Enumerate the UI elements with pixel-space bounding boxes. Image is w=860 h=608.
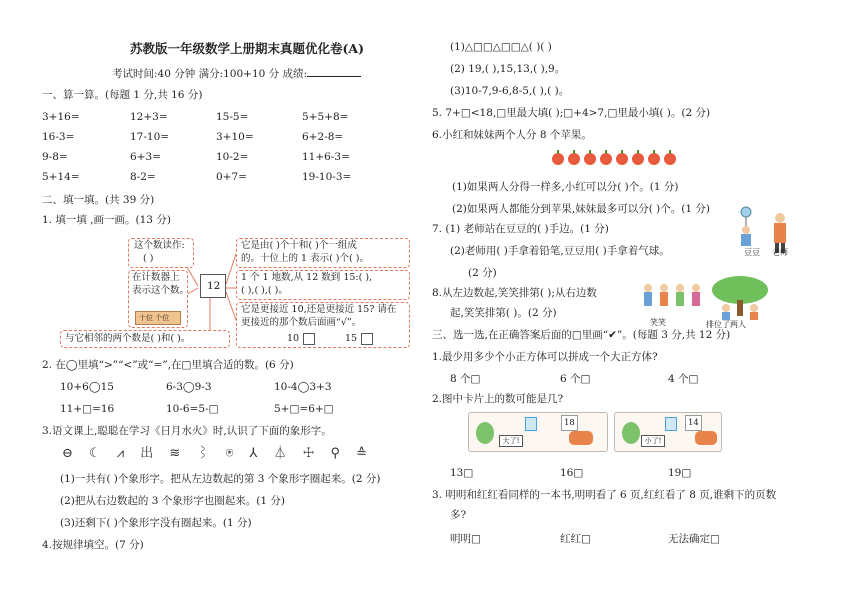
pattern-1: (1)△□□△□□△( )( ) bbox=[450, 41, 552, 53]
center-number-box: 12 bbox=[200, 274, 226, 298]
guess-card-a bbox=[468, 412, 608, 452]
calc-item: 3+16= bbox=[42, 111, 80, 123]
calc-item: 11+6-3= bbox=[302, 151, 350, 163]
compare-item: 10-4◯3+3 bbox=[274, 381, 332, 393]
neighbors-box: 与它相邻的两个数是( )和( )。 bbox=[60, 330, 230, 348]
label-xiaoxiao: 笑笑 bbox=[650, 318, 666, 327]
abacus-icon: 十位 个位 bbox=[135, 311, 181, 325]
calc-item: 0+7= bbox=[216, 171, 247, 183]
q2-3-1: (1)一共有( )个象形字。把从左边数起的第 3 个象形字圈起来。(2 分) bbox=[60, 473, 381, 485]
apple-icon bbox=[552, 153, 564, 165]
q2-7-score: (2 分) bbox=[468, 267, 497, 279]
reading-box: 这个数读作: ( ) bbox=[128, 238, 194, 268]
calc-item: 16-3= bbox=[42, 131, 75, 143]
counting-box: 1 个 1 地数,从 12 数到 15:( ), ( ),( ),( )。 bbox=[236, 270, 410, 300]
guess-card-b bbox=[614, 412, 722, 452]
card-number: 18 bbox=[561, 415, 578, 431]
speech-bubble: 小了! bbox=[641, 435, 665, 447]
q2-5-prompt: 5. 7+□<18,□里最大填( );□+4>7,□里最小填( )。(2 分) bbox=[432, 107, 711, 119]
calc-item: 6+3= bbox=[130, 151, 161, 163]
apple-icon bbox=[632, 153, 644, 165]
q2-1-prompt: 1. 填一填 ,画一画。(13 分) bbox=[42, 214, 171, 226]
s3-q3-prompt: 3. 明明和红红看同样的一本书,明明看了 6 页,红红看了 8 页,谁剩下的页数 bbox=[432, 489, 777, 501]
compare-item: 5+□=6+□ bbox=[274, 403, 334, 415]
label-tree-caption: 排位了两人 bbox=[706, 320, 746, 329]
speech-bubble: 大了! bbox=[499, 435, 523, 447]
closer-box: 它是更接近 10,还是更接近 15? 请在 更接近的那个数后面画“√”。 10 15 bbox=[236, 302, 410, 348]
option[interactable]: 13□ bbox=[450, 467, 474, 479]
section2-heading: 二、填一填。(共 39 分) bbox=[42, 194, 155, 206]
option[interactable]: 4 个□ bbox=[668, 373, 699, 385]
calc-item: 19-10-3= bbox=[302, 171, 352, 183]
option[interactable]: 8 个□ bbox=[450, 373, 481, 385]
calc-item: 5+14= bbox=[42, 171, 80, 183]
calc-item: 15-5= bbox=[216, 111, 249, 123]
q2-3-2: (2)把从右边数起的 3 个象形字也圈起来。(1 分) bbox=[60, 495, 285, 507]
place-value-box: 它是由( )个十和( )个一组成 的。十位上的 1 表示( )个( )。 bbox=[236, 238, 410, 268]
check-box[interactable] bbox=[361, 333, 373, 345]
calc-item: 12+3= bbox=[130, 111, 168, 123]
abacus-box: 在计数器上 表示这个数。 十位 个位 bbox=[128, 270, 188, 328]
q2-8-1: 8.从左边数起,笑笑排第( );从右边数 bbox=[432, 287, 597, 299]
page-title: 苏教版一年级数学上册期末真题优化卷(A) bbox=[130, 41, 365, 56]
apple-icon bbox=[600, 153, 612, 165]
q2-2-prompt: 2. 在◯里填“>”“<”或“=”,在□里填合适的数。(6 分) bbox=[42, 359, 294, 371]
label-doudou: 豆豆 bbox=[744, 248, 760, 257]
compare-item: 6-3◯9-3 bbox=[166, 381, 212, 393]
s3-q3-cont: 多? bbox=[450, 509, 467, 521]
calc-item: 9-8= bbox=[42, 151, 68, 163]
apple-icon bbox=[616, 153, 628, 165]
apple-icon bbox=[664, 153, 676, 165]
apple-icon bbox=[568, 153, 580, 165]
pattern-3: (3)10-7,9-6,8-5,( ),( )。 bbox=[450, 85, 570, 97]
exam-info: 考试时间:40 分钟 满分:100+10 分 成绩: bbox=[112, 66, 361, 81]
q2-8-2: 起,笑笑排第( )。(2 分) bbox=[450, 307, 557, 319]
calc-item: 6+2-8= bbox=[302, 131, 344, 143]
compare-item: 10-6=5-□ bbox=[166, 403, 219, 415]
s3-q2-prompt: 2.图中卡片上的数可能是几? bbox=[432, 393, 564, 405]
option[interactable]: 19□ bbox=[668, 467, 692, 479]
card-box bbox=[525, 417, 537, 431]
q2-6-prompt: 6.小红和妹妹两个人分 8 个苹果。 bbox=[432, 129, 592, 141]
card-box bbox=[665, 417, 677, 431]
q2-6-1: (1)如果两人分得一样多,小红可以分( )个。(1 分) bbox=[452, 181, 679, 193]
q2-3-3: (3)还剩下( )个象形字没有圈起来。(1 分) bbox=[60, 517, 252, 529]
calc-item: 3+10= bbox=[216, 131, 254, 143]
calc-item: 8-2= bbox=[130, 171, 156, 183]
option[interactable]: 明明□ bbox=[450, 533, 481, 545]
compare-item: 10+6◯15 bbox=[60, 381, 114, 393]
option[interactable]: 红红□ bbox=[560, 533, 591, 545]
apple-icon bbox=[648, 153, 660, 165]
option[interactable]: 6 个□ bbox=[560, 373, 591, 385]
option[interactable]: 无法确定□ bbox=[668, 533, 720, 545]
q2-3-prompt: 3.语文课上,聪聪在学习《日月水火》时,认识了下面的象形字。 bbox=[42, 425, 332, 437]
q2-7-1: 7. (1) 老师站在豆豆的( )手边。(1 分) bbox=[432, 223, 609, 235]
q2-4-prompt: 4.按规律填空。(7 分) bbox=[42, 539, 144, 551]
queue-illustration bbox=[640, 274, 770, 322]
option[interactable]: 16□ bbox=[560, 467, 584, 479]
apple-icon bbox=[584, 153, 596, 165]
pictograph-icons: ⊖ ☾ ⩘ 出 ≋ ⌇ ⍟ ⅄ ⏃ ☩ ⚲ ≙ bbox=[62, 446, 374, 461]
card-number: 14 bbox=[685, 415, 702, 431]
q2-7-2: (2)老师用( )手拿着铅笔,豆豆用( )手拿着气球。 bbox=[450, 245, 670, 257]
pattern-2: (2) 19,( ),15,13,( ),9。 bbox=[450, 63, 566, 75]
section1-heading: 一、算一算。(每题 1 分,共 16 分) bbox=[42, 89, 203, 101]
section3-heading: 三、选一选,在正确答案后面的□里画“✔”。(每题 3 分,共 12 分) bbox=[432, 329, 731, 341]
compare-item: 11+□=16 bbox=[60, 403, 115, 415]
calc-item: 5+5+8= bbox=[302, 111, 349, 123]
calc-item: 10-2= bbox=[216, 151, 249, 163]
s3-q1-prompt: 1.最少用多少个小正方体可以拼成一个大正方体? bbox=[432, 351, 658, 363]
teacher-student-illustration bbox=[732, 206, 802, 260]
q2-6-2: (2)如果两人都能分到苹果,妹妹最多可以分( )个。(1 分) bbox=[452, 203, 710, 215]
check-box[interactable] bbox=[303, 333, 315, 345]
label-teacher: 老师 bbox=[772, 248, 788, 257]
calc-item: 17-10= bbox=[130, 131, 170, 143]
